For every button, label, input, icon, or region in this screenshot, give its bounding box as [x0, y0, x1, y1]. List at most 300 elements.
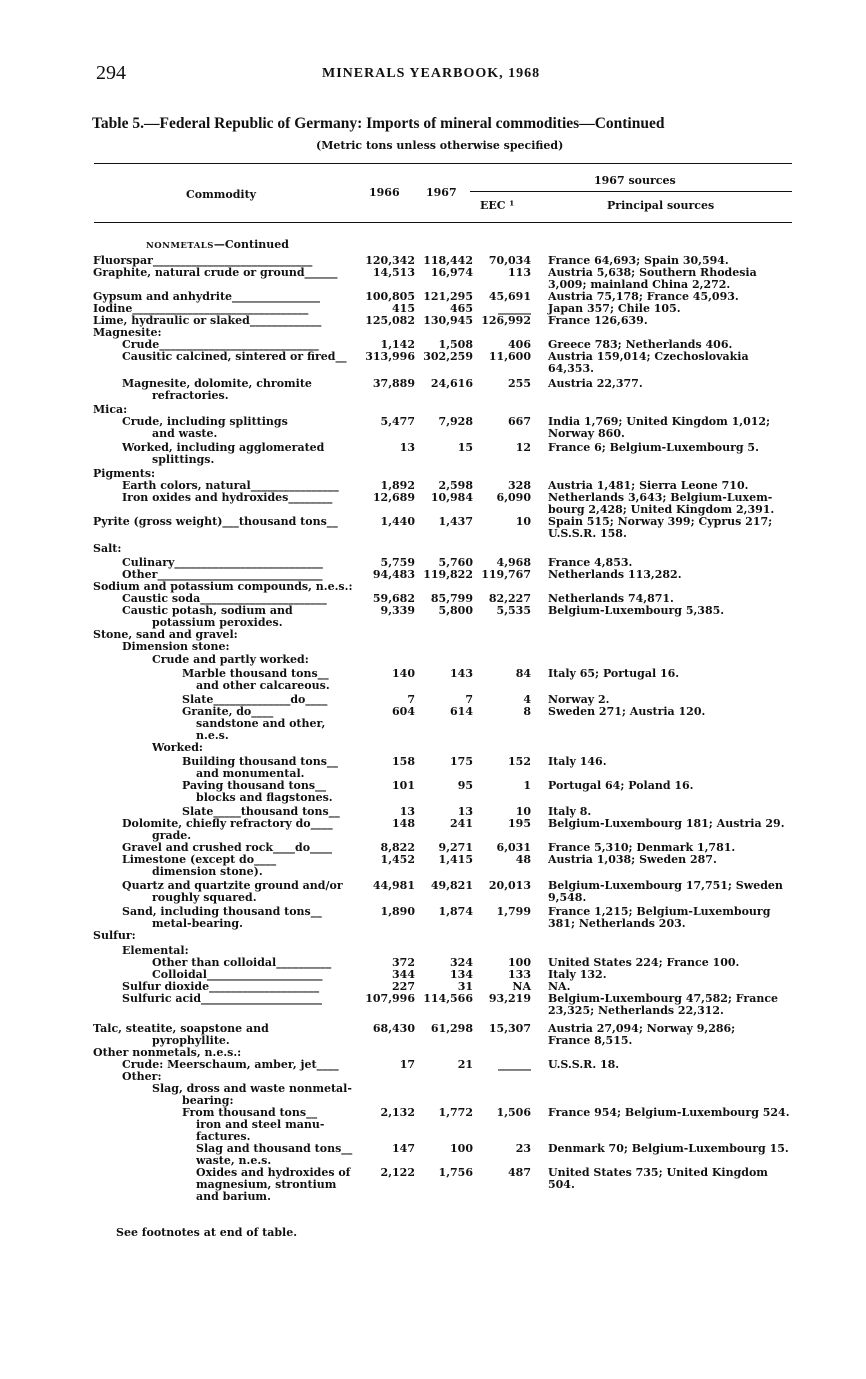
- row-value-1967: 119,822: [423, 568, 473, 581]
- table-row: [0, 267, 866, 279]
- header-1967-sources: 1967 sources: [594, 174, 676, 187]
- table-row: [0, 569, 866, 581]
- row-commodity: Building thousand tons__: [182, 756, 338, 768]
- header-commodity: Commodity: [186, 188, 257, 201]
- row-commodity: Marble thousand tons__: [182, 668, 329, 680]
- row-commodity: Sulfur dioxide____________________: [122, 981, 320, 993]
- row-commodity: Stone, sand and gravel:: [93, 629, 238, 641]
- table-row: [0, 1047, 866, 1059]
- row-value-1966: 147: [392, 1142, 415, 1155]
- table-row: [0, 694, 866, 706]
- row-principal-sources: NA.: [548, 980, 571, 993]
- row-value-1966: 1,890: [380, 905, 415, 918]
- table-row: [0, 842, 866, 854]
- row-commodity: Other nonmetals, n.e.s.:: [93, 1047, 242, 1059]
- row-value-eec: 487: [508, 1166, 531, 1179]
- row-principal-sources: Netherlands 113,282.: [548, 568, 682, 581]
- row-commodity: refractories.: [152, 390, 229, 402]
- row-value-1966: 12,689: [372, 491, 415, 504]
- row-commodity: n.e.s.: [196, 730, 229, 742]
- row-value-eec: 119,767: [481, 568, 531, 581]
- row-value-eec: 1: [523, 779, 531, 792]
- row-value-1966: 5,759: [380, 556, 415, 569]
- row-commodity: and monumental.: [196, 768, 305, 780]
- table-row: [0, 1191, 866, 1203]
- row-principal-sources: Portugal 64; Poland 16.: [548, 779, 694, 792]
- row-value-1967: 49,821: [430, 879, 473, 892]
- row-value-eec: 45,691: [488, 290, 531, 303]
- row-commodity: Culinary___________________________: [122, 557, 323, 569]
- row-value-1967: 130,945: [423, 314, 473, 327]
- table-row: [0, 706, 866, 718]
- row-value-1966: 372: [392, 956, 415, 969]
- row-commodity: sandstone and other,: [196, 718, 326, 730]
- table-row: [0, 516, 866, 528]
- row-value-1967: 1,772: [438, 1106, 473, 1119]
- table-row: [0, 1167, 866, 1179]
- row-commodity: Sulfur:: [93, 930, 136, 942]
- table-row: [0, 818, 866, 830]
- row-value-1966: 140: [392, 667, 415, 680]
- row-principal-sources: United States 224; France 100.: [548, 956, 740, 969]
- row-value-1966: 2,122: [380, 1166, 415, 1179]
- row-value-1967: 324: [450, 956, 473, 969]
- table-row: [0, 1119, 866, 1131]
- table-row: [0, 1143, 866, 1155]
- row-principal-sources: 23,325; Netherlands 22,312.: [548, 1004, 724, 1017]
- row-value-eec: ______: [498, 302, 531, 315]
- row-value-1966: 1,142: [380, 338, 415, 351]
- row-value-eec: 133: [508, 968, 531, 981]
- row-value-eec: 195: [508, 817, 531, 830]
- row-value-1967: 85,799: [430, 592, 473, 605]
- table-row: [0, 969, 866, 981]
- row-value-eec: 6,090: [496, 491, 531, 504]
- row-commodity: Elemental:: [122, 945, 189, 957]
- row-principal-sources: France 6; Belgium-Luxembourg 5.: [548, 441, 759, 454]
- row-value-eec: ______: [498, 1058, 531, 1071]
- row-commodity: Caustic soda_______________________: [122, 593, 327, 605]
- table-row: [0, 1035, 866, 1047]
- row-value-eec: 15,307: [488, 1022, 531, 1035]
- row-commodity: Limestone (except do____: [122, 854, 277, 866]
- row-commodity: Slate______________do____: [182, 694, 328, 706]
- row-value-1967: 118,442: [423, 254, 473, 267]
- row-principal-sources: 64,353.: [548, 362, 594, 375]
- row-value-1966: 44,981: [372, 879, 415, 892]
- row-value-eec: 4,968: [496, 556, 531, 569]
- table-row: [0, 880, 866, 892]
- row-principal-sources: Austria 75,178; France 45,093.: [548, 290, 739, 303]
- section-heading: [146, 238, 289, 251]
- row-commodity: Pyrite (gross weight)___thousand tons__: [93, 516, 338, 528]
- row-principal-sources: Italy 146.: [548, 755, 607, 768]
- row-value-eec: 1,506: [496, 1106, 531, 1119]
- row-commodity: Sulfuric acid______________________: [122, 993, 323, 1005]
- row-value-1966: 227: [392, 980, 415, 993]
- table-row: [0, 528, 866, 540]
- table-row: [0, 742, 866, 754]
- row-commodity: Crude and partly worked:: [152, 654, 309, 666]
- row-commodity: Oxides and hydroxides of: [196, 1167, 351, 1179]
- row-value-eec: 11,600: [488, 350, 531, 363]
- row-commodity: Causitic calcined, sintered or fired__: [122, 351, 347, 363]
- table-subtitle: (Metric tons unless otherwise specified): [316, 139, 564, 152]
- row-commodity: Fluorspar_____________________________: [93, 255, 313, 267]
- row-commodity: magnesium, strontium: [196, 1179, 337, 1191]
- row-value-1966: 148: [392, 817, 415, 830]
- table-row: [0, 593, 866, 605]
- row-value-1967: 465: [450, 302, 473, 315]
- row-commodity: Slag, dross and waste nonmetal-: [152, 1083, 352, 1095]
- table-row: [0, 792, 866, 804]
- table-row: [0, 605, 866, 617]
- row-value-1966: 1,892: [380, 479, 415, 492]
- row-value-1966: 68,430: [372, 1022, 415, 1035]
- table-row: [0, 930, 866, 942]
- table-row: [0, 454, 866, 466]
- row-commodity: Mica:: [93, 404, 128, 416]
- table-row: [0, 543, 866, 555]
- row-value-eec: 6,031: [496, 841, 531, 854]
- table-row: [0, 378, 866, 390]
- row-commodity: and other calcareous.: [196, 680, 330, 692]
- row-commodity: Quartz and quartzite ground and/or: [122, 880, 343, 892]
- row-principal-sources: 381; Netherlands 203.: [548, 917, 686, 930]
- row-principal-sources: 3,009; mainland China 2,272.: [548, 278, 731, 291]
- row-value-eec: 126,992: [481, 314, 531, 327]
- table-row: [0, 315, 866, 327]
- row-value-eec: 93,219: [488, 992, 531, 1005]
- section-suffix: —Continued: [213, 238, 289, 251]
- row-principal-sources: Norway 860.: [548, 427, 625, 440]
- row-commodity: and barium.: [196, 1191, 271, 1203]
- row-commodity: From thousand tons__: [182, 1107, 318, 1119]
- table-row: [0, 654, 866, 666]
- row-value-1966: 14,513: [372, 266, 415, 279]
- row-principal-sources: Belgium-Luxembourg 181; Austria 29.: [548, 817, 785, 830]
- row-value-1967: 143: [450, 667, 473, 680]
- row-value-1967: 1,508: [438, 338, 473, 351]
- row-value-eec: 12: [515, 441, 531, 454]
- row-value-1967: 121,295: [423, 290, 473, 303]
- row-value-1966: 107,996: [365, 992, 415, 1005]
- row-value-1966: 313,996: [365, 350, 415, 363]
- row-principal-sources: Belgium-Luxembourg 47,582; France: [548, 992, 779, 1005]
- row-value-1966: 94,483: [372, 568, 415, 581]
- row-commodity: splittings.: [152, 454, 215, 466]
- row-principal-sources: France 126,639.: [548, 314, 648, 327]
- row-value-1966: 1,452: [380, 853, 415, 866]
- row-value-eec: 1,799: [496, 905, 531, 918]
- row-commodity: Magnesite, dolomite, chromite: [122, 378, 312, 390]
- row-value-eec: NA: [512, 980, 531, 993]
- row-principal-sources: Netherlands 74,871.: [548, 592, 674, 605]
- row-value-1967: 614: [450, 705, 473, 718]
- row-value-1967: 61,298: [430, 1022, 473, 1035]
- row-principal-sources: India 1,769; United Kingdom 1,012;: [548, 415, 771, 428]
- table-row: [0, 1023, 866, 1035]
- row-principal-sources: Austria 22,377.: [548, 377, 643, 390]
- rule-header-bottom: [94, 222, 792, 223]
- row-principal-sources: Austria 27,094; Norway 9,286;: [548, 1022, 736, 1035]
- table-row: [0, 442, 866, 454]
- row-commodity: metal-bearing.: [152, 918, 243, 930]
- row-value-1966: 9,339: [380, 604, 415, 617]
- row-value-1967: 9,271: [438, 841, 473, 854]
- table-row: [0, 780, 866, 792]
- table-row: [0, 854, 866, 866]
- row-commodity: Crude, including splittings: [122, 416, 288, 428]
- row-value-1967: 95: [457, 779, 473, 792]
- table-row: [0, 1083, 866, 1095]
- row-value-1966: 101: [392, 779, 415, 792]
- row-value-1967: 1,437: [438, 515, 473, 528]
- row-principal-sources: Austria 159,014; Czechoslovakia: [548, 350, 749, 363]
- row-value-1966: 2,132: [380, 1106, 415, 1119]
- table-row: [0, 830, 866, 842]
- table-row: [0, 1107, 866, 1119]
- row-commodity: dimension stone).: [152, 866, 263, 878]
- row-principal-sources: Denmark 70; Belgium-Luxembourg 15.: [548, 1142, 789, 1155]
- table-row: [0, 756, 866, 768]
- row-principal-sources: France 4,853.: [548, 556, 633, 569]
- table-row: [0, 768, 866, 780]
- row-commodity: Iodine________________________________: [93, 303, 309, 315]
- table-row: [0, 1179, 866, 1191]
- row-value-1966: 415: [392, 302, 415, 315]
- table-row: [0, 730, 866, 742]
- table-row: [0, 906, 866, 918]
- table-row: [0, 718, 866, 730]
- row-value-eec: 23: [515, 1142, 531, 1155]
- table-row: [0, 327, 866, 339]
- row-commodity: Sodium and potassium compounds, n.e.s.:: [93, 581, 353, 593]
- table-row: [0, 390, 866, 402]
- section-prefix: NONMETALS: [146, 241, 214, 251]
- rule-sources: [470, 191, 792, 192]
- header-1966: 1966: [369, 186, 400, 199]
- row-commodity: Slag and thousand tons__: [196, 1143, 353, 1155]
- row-commodity: Gypsum and anhydrite________________: [93, 291, 321, 303]
- table-row: [0, 1059, 866, 1071]
- row-commodity: potassium peroxides.: [152, 617, 283, 629]
- row-commodity: Paving thousand tons__: [182, 780, 327, 792]
- table-row: [0, 993, 866, 1005]
- row-value-1967: 7: [465, 693, 473, 706]
- row-commodity: Granite, do____: [182, 706, 274, 718]
- row-value-1966: 59,682: [372, 592, 415, 605]
- row-principal-sources: Italy 65; Portugal 16.: [548, 667, 680, 680]
- row-principal-sources: France 1,215; Belgium-Luxembourg: [548, 905, 771, 918]
- row-value-eec: 10: [515, 805, 531, 818]
- row-value-eec: 152: [508, 755, 531, 768]
- row-commodity: Slate_____thousand tons__: [182, 806, 340, 818]
- table-row: [0, 363, 866, 375]
- row-value-1966: 13: [399, 441, 415, 454]
- row-value-1966: 344: [392, 968, 415, 981]
- row-value-1967: 15: [457, 441, 473, 454]
- row-value-1967: 24,616: [430, 377, 473, 390]
- row-value-1967: 31: [457, 980, 473, 993]
- table-row: [0, 957, 866, 969]
- table-row: [0, 892, 866, 904]
- table-row: [0, 1071, 866, 1083]
- table-row: [0, 629, 866, 641]
- row-principal-sources: bourg 2,428; United Kingdom 2,391.: [548, 503, 775, 516]
- row-value-eec: 113: [508, 266, 531, 279]
- row-principal-sources: Netherlands 3,643; Belgium-Luxem-: [548, 491, 773, 504]
- row-commodity: blocks and flagstones.: [196, 792, 333, 804]
- row-commodity: Worked, including agglomerated: [122, 442, 325, 454]
- row-value-1967: 1,756: [438, 1166, 473, 1179]
- row-value-eec: 406: [508, 338, 531, 351]
- table-title: Table 5.—Federal Republic of Germany: Imports of mineral commodities—Continued: [92, 115, 665, 132]
- row-principal-sources: Austria 5,638; Southern Rhodesia: [548, 266, 757, 279]
- row-principal-sources: U.S.S.R. 18.: [548, 1058, 620, 1071]
- row-commodity: Colloidal_____________________: [152, 969, 323, 981]
- row-principal-sources: U.S.S.R. 158.: [548, 527, 627, 540]
- header-1967: 1967: [426, 186, 457, 199]
- row-value-1966: 37,889: [372, 377, 415, 390]
- row-value-1966: 17: [399, 1058, 415, 1071]
- row-commodity: Other______________________________: [122, 569, 323, 581]
- row-commodity: Crude: Meerschaum, amber, jet____: [122, 1059, 339, 1071]
- table-row: [0, 680, 866, 692]
- row-commodity: Talc, steatite, soapstone and: [93, 1023, 269, 1035]
- row-principal-sources: Spain 515; Norway 399; Cyprus 217;: [548, 515, 773, 528]
- header-eec: EEC ¹: [480, 199, 515, 212]
- row-commodity: iron and steel manu-: [196, 1119, 325, 1131]
- row-value-1967: 1,415: [438, 853, 473, 866]
- row-value-1967: 2,598: [438, 479, 473, 492]
- header-principal-sources: Principal sources: [607, 199, 715, 212]
- table-row: [0, 416, 866, 428]
- table-row: [0, 918, 866, 930]
- row-commodity: Pigments:: [93, 468, 156, 480]
- table-row: [0, 291, 866, 303]
- row-value-1966: 120,342: [365, 254, 415, 267]
- row-value-1966: 604: [392, 705, 415, 718]
- table-row: [0, 351, 866, 363]
- row-value-1967: 5,760: [438, 556, 473, 569]
- row-principal-sources: France 5,310; Denmark 1,781.: [548, 841, 736, 854]
- row-value-eec: 10: [515, 515, 531, 528]
- table-row: [0, 641, 866, 653]
- table-row: [0, 668, 866, 680]
- row-value-eec: 4: [523, 693, 531, 706]
- row-commodity: Crude_____________________________: [122, 339, 319, 351]
- row-value-1966: 7: [407, 693, 415, 706]
- row-principal-sources: Austria 1,481; Sierra Leone 710.: [548, 479, 749, 492]
- row-commodity: Iron oxides and hydroxides________: [122, 492, 333, 504]
- row-principal-sources: Japan 357; Chile 105.: [548, 302, 681, 315]
- row-commodity: bearing:: [182, 1095, 234, 1107]
- row-commodity: Gravel and crushed rock____do____: [122, 842, 333, 854]
- row-value-eec: 70,034: [488, 254, 531, 267]
- row-commodity: Other than colloidal__________: [152, 957, 332, 969]
- row-value-1967: 134: [450, 968, 473, 981]
- row-value-1967: 7,928: [438, 415, 473, 428]
- row-value-eec: 667: [508, 415, 531, 428]
- row-principal-sources: United States 735; United Kingdom: [548, 1166, 768, 1179]
- row-principal-sources: Italy 8.: [548, 805, 592, 818]
- table-row: [0, 866, 866, 878]
- row-value-1966: 1,440: [380, 515, 415, 528]
- row-value-eec: 48: [515, 853, 531, 866]
- table-row: [0, 1005, 866, 1017]
- row-value-eec: 20,013: [488, 879, 531, 892]
- row-commodity: Salt:: [93, 543, 122, 555]
- row-value-1967: 13: [457, 805, 473, 818]
- row-commodity: roughly squared.: [152, 892, 257, 904]
- row-value-eec: 100: [508, 956, 531, 969]
- row-commodity: Lime, hydraulic or slaked_____________: [93, 315, 322, 327]
- row-value-1966: 5,477: [380, 415, 415, 428]
- rule-top: [94, 163, 792, 164]
- row-principal-sources: Italy 132.: [548, 968, 607, 981]
- page-number: 294: [96, 62, 126, 84]
- row-value-eec: 84: [515, 667, 531, 680]
- row-value-eec: 8: [523, 705, 531, 718]
- running-head: MINERALS YEARBOOK, 1968: [322, 66, 541, 81]
- table-row: [0, 617, 866, 629]
- row-value-1967: 302,259: [423, 350, 473, 363]
- footnote: See footnotes at end of table.: [116, 1226, 298, 1239]
- row-value-1966: 100,805: [365, 290, 415, 303]
- row-value-1967: 21: [457, 1058, 473, 1071]
- row-principal-sources: Sweden 271; Austria 120.: [548, 705, 706, 718]
- table-row: [0, 428, 866, 440]
- row-value-1966: 158: [392, 755, 415, 768]
- row-value-1966: 8,822: [380, 841, 415, 854]
- row-commodity: Earth colors, natural________________: [122, 480, 339, 492]
- row-principal-sources: France 8,515.: [548, 1034, 633, 1047]
- row-commodity: Magnesite:: [93, 327, 162, 339]
- row-commodity: and waste.: [152, 428, 218, 440]
- row-value-eec: 5,535: [496, 604, 531, 617]
- row-value-eec: 255: [508, 377, 531, 390]
- row-value-1967: 1,874: [438, 905, 473, 918]
- row-commodity: grade.: [152, 830, 192, 842]
- row-principal-sources: France 64,693; Spain 30,594.: [548, 254, 729, 267]
- row-commodity: Other:: [122, 1071, 162, 1083]
- row-commodity: factures.: [196, 1131, 251, 1143]
- row-value-1966: 125,082: [365, 314, 415, 327]
- row-commodity: Sand, including thousand tons__: [122, 906, 322, 918]
- row-value-eec: 328: [508, 479, 531, 492]
- row-principal-sources: Belgium-Luxembourg 17,751; Sweden: [548, 879, 783, 892]
- row-principal-sources: 504.: [548, 1178, 575, 1191]
- row-commodity: Worked:: [152, 742, 203, 754]
- row-principal-sources: Greece 783; Netherlands 406.: [548, 338, 733, 351]
- row-value-1966: 13: [399, 805, 415, 818]
- row-value-1967: 114,566: [423, 992, 473, 1005]
- row-commodity: waste, n.e.s.: [196, 1155, 272, 1167]
- row-principal-sources: Norway 2.: [548, 693, 610, 706]
- row-commodity: pyrophyllite.: [152, 1035, 230, 1047]
- row-value-1967: 10,984: [430, 491, 473, 504]
- row-commodity: Caustic potash, sodium and: [122, 605, 293, 617]
- row-commodity: Dolomite, chiefly refractory do____: [122, 818, 333, 830]
- row-value-1967: 16,974: [430, 266, 473, 279]
- row-value-1967: 5,800: [438, 604, 473, 617]
- row-value-eec: 82,227: [488, 592, 531, 605]
- row-commodity: Dimension stone:: [122, 641, 230, 653]
- row-principal-sources: Austria 1,038; Sweden 287.: [548, 853, 717, 866]
- row-value-1967: 175: [450, 755, 473, 768]
- row-principal-sources: Belgium-Luxembourg 5,385.: [548, 604, 725, 617]
